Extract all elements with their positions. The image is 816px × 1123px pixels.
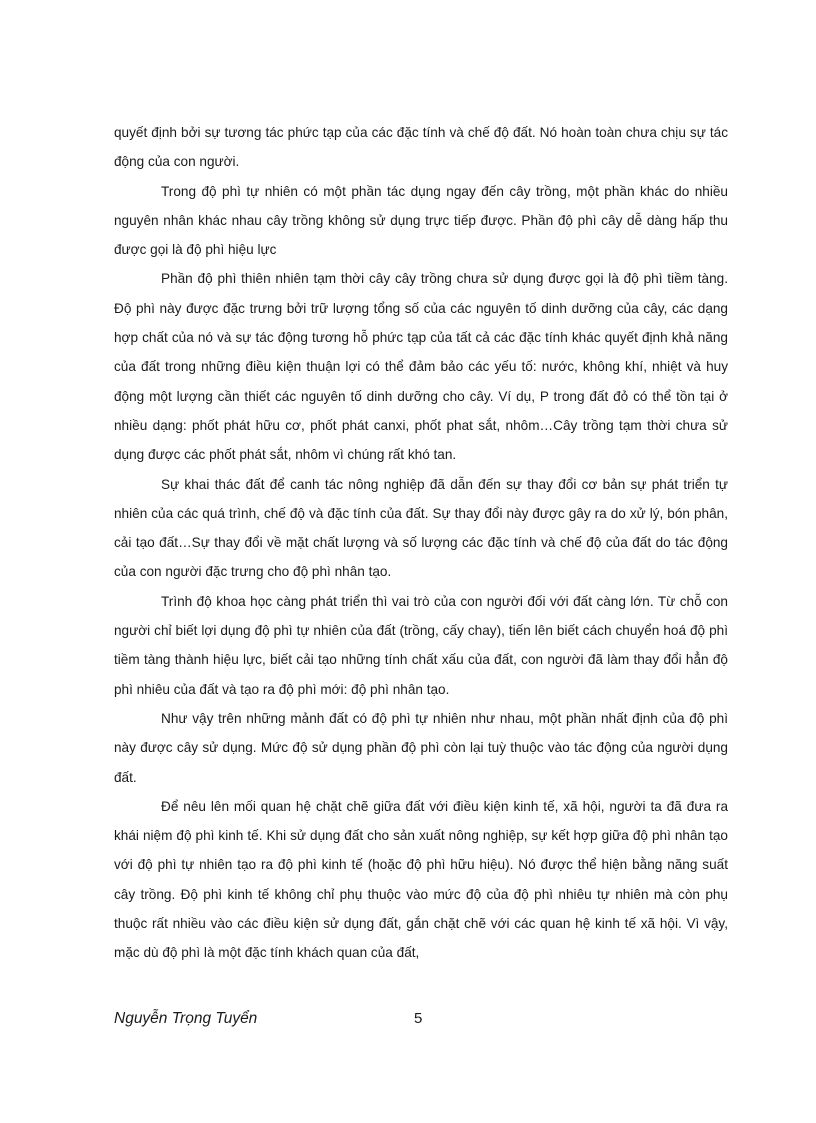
paragraph-4: Sự khai thác đất để canh tác nông nghiệp đã dẫn đến sự thay đổi cơ bản sự phát triển tự nhiên của các quá trình, chế độ và đặc tính của đất. Sự thay đổi này được gây ra do xử lý, bón phân, cải tạo đất…Sự thay đổi về mặt chất lượng và số lượng các đặc tính và chế độ của đất do tác động của con người đặc trưng cho độ phì nhân tạo. — [114, 476, 728, 580]
body-text — [114, 118, 728, 968]
paragraph-1: quyết định bởi sự tương tác phức tạp của các đặc tính và chế độ đất. Nó hoàn toàn chưa chịu sự tác động của con người. — [114, 125, 728, 170]
page-number: 5 — [414, 1010, 423, 1027]
paragraph-6: Như vậy trên những mảnh đất có độ phì tự nhiên như nhau, một phần nhất định của độ phì này được cây sử dụng. Mức độ sử dụng phần độ phì còn lại tuỳ thuộc vào tác động của người dụng đất. — [114, 710, 728, 785]
footer-author: Nguyễn Trọng Tuyển — [114, 1010, 258, 1027]
page-footer — [114, 1010, 728, 1034]
paragraph-3: Phần độ phì thiên nhiên tạm thời cây cây trồng chưa sử dụng được gọi là độ phì tiềm tàng. Độ phì này được đặc trưng bởi trữ lượng tổng số của các nguyên tố dinh dưỡng của cây, các dạng hợp chất của nó và sự tác động tương hỗ phức tạp của tất cả các đặc tính khác quyết định khả năng của đất trong những điều kiện thuận lợi có thể đảm bảo các yếu tố: nước, không khí, nhiệt và huy động một lượng cần thiết các nguyên tố dinh dưỡng cho cây. Ví dụ, P trong đất đỏ có thể tồn tại ở nhiều dạng: phốt phát hữu cơ, phốt phát canxi, phốt phat sắt, nhôm…Cây trồng tạm thời chưa sử dụng được các phốt phát sắt, nhôm vì chúng rất khó tan. — [114, 271, 728, 463]
paragraph-7: Để nêu lên mối quan hệ chặt chẽ giữa đất với điều kiện kinh tế, xã hội, người ta đã đưa ra khái niệm độ phì kinh tế. Khi sử dụng đất cho sản xuất nông nghiệp, sự kết hợp giữa độ phì nhân tạo với độ phì tự nhiên tạo ra độ phì kinh tế (hoặc độ phì hữu hiệu). Nó được thể hiện bằng năng suất cây trồng. Độ phì kinh tế không chỉ phụ thuộc vào mức độ của độ phì nhiêu tự nhiên mà còn phụ thuộc rất nhiều vào các điều kiện sử dụng đất, gắn chặt chẽ với các quan hệ kinh tế xã hội. Vì vậy, mặc dù độ phì là một đặc tính khách quan của đất, — [114, 798, 728, 961]
paragraph-5: Trình độ khoa học càng phát triển thì vai trò của con người đối với đất càng lớn. Từ chỗ con người chỉ biết lợi dụng độ phì tự nhiên của đất (trồng, cấy chay), tiến lên biết cách chuyển hoá độ phì tiềm tàng thành hiệu lực, biết cải tạo những tính chất xấu của đất, con người đã làm thay đổi hẳn độ phì nhiêu của đất và tạo ra độ phì mới: độ phì nhân tạo. — [114, 593, 728, 697]
paragraph-2: Trong độ phì tự nhiên có một phần tác dụng ngay đến cây trồng, một phần khác do nhiều nguyên nhân khác nhau cây trồng không sử dụng trực tiếp được. Phần độ phì cây dễ dàng hấp thu được gọi là độ phì hiệu lực — [114, 183, 728, 258]
